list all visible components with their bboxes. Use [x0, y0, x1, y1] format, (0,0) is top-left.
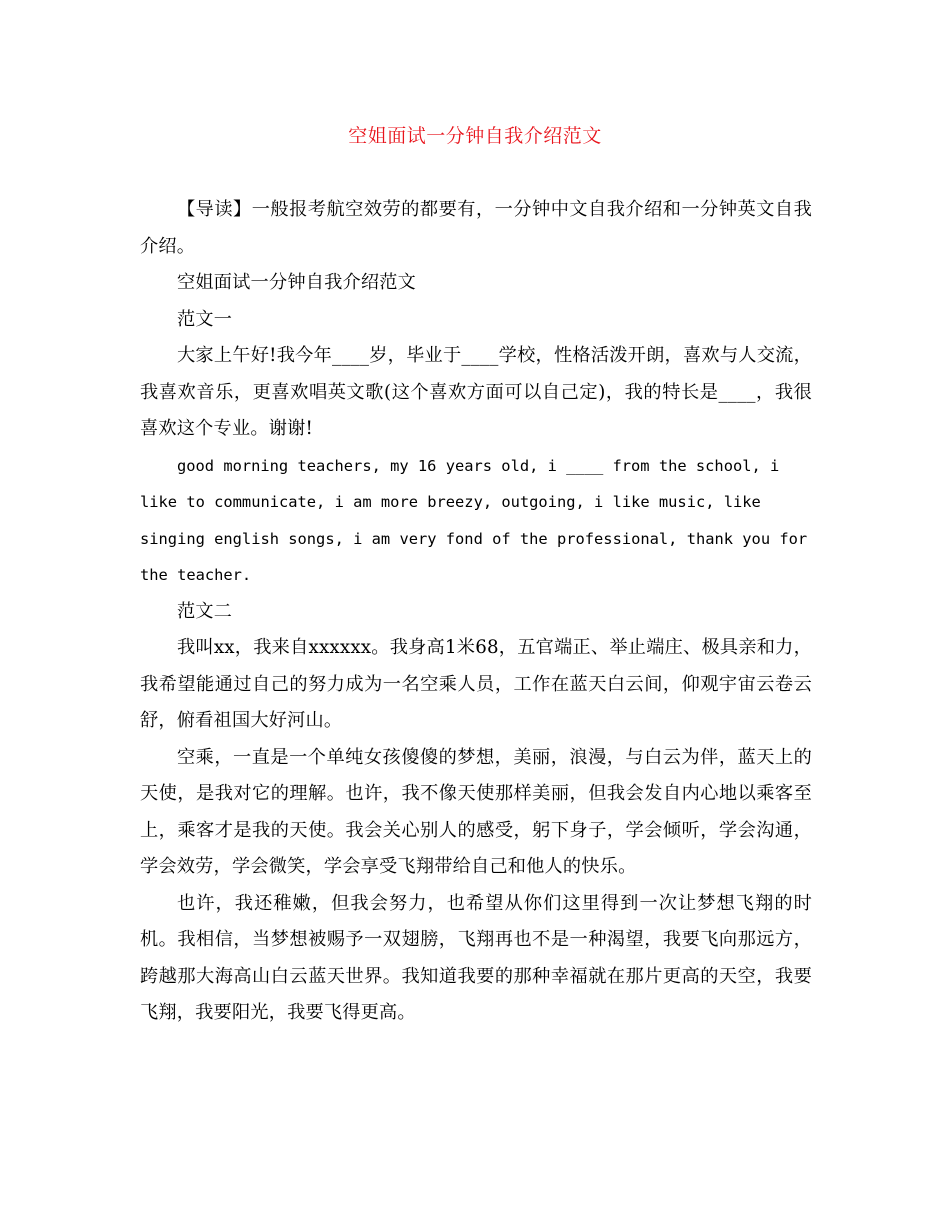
sample-one-chinese-paragraph: 大家上午好!我今年____岁，毕业于____学校，性格活泼开朗，喜欢与人交流，我喜欢音乐，更喜欢唱英文歌(这个喜欢方面可以自己定)，我的特长是____，我很喜欢这个专业。谢谢!	[140, 345, 812, 439]
sample-one-heading: 范文一	[177, 308, 233, 330]
sample-two-heading: 范文二	[177, 600, 233, 622]
document-title: 空姐面试一分钟自我介绍范文	[348, 125, 602, 147]
sample-two-paragraph-1: 我叫xx，我来自xxxxxx。我身高1米68，五官端正、举止端庄、极具亲和力，我希望能通过自己的努力成为一名空乘人员，工作在蓝天白云间，仰观宇宙云卷云舒，俯看祖国大好河山。	[140, 637, 812, 731]
sample-two-paragraph-3: 也许，我还稚嫩，但我会努力，也希望从你们这里得到一次让梦想飞翔的时机。我相信，当梦想被赐予一双翅膀，飞翔再也不是一种渴望，我要飞向那远方，跨越那大海高山白云蓝天世界。我知道我要的那种幸福就在那片更高的天空，我要飞翔，我要阳光，我要飞得更高。	[140, 892, 812, 1023]
sample-one-english-paragraph: good morning teachers, my 16 years old, i ____ from the school, i like to communicate, i am more breezy, outgoing, i like music, like singing english songs, i am very fond of the professional, thank you for the teacher.	[140, 456, 808, 584]
document-body	[140, 192, 812, 1032]
section-heading: 空姐面试一分钟自我介绍范文	[177, 272, 417, 293]
intro-paragraph: 【导读】一般报考航空效劳的都要有，一分钟中文自我介绍和一分钟英文自我介绍。	[140, 199, 812, 257]
sample-two-paragraph-2: 空乘，一直是一个单纯女孩傻傻的梦想，美丽，浪漫，与白云为伴，蓝天上的天使，是我对它的理解。也许，我不像天使那样美丽，但我会发自内心地以乘客至上，乘客才是我的天使。我会关心别人的感受，躬下身子，学会倾听，学会沟通，学会效劳，学会微笑，学会享受飞翔带给自己和他人的快乐。	[140, 746, 812, 877]
